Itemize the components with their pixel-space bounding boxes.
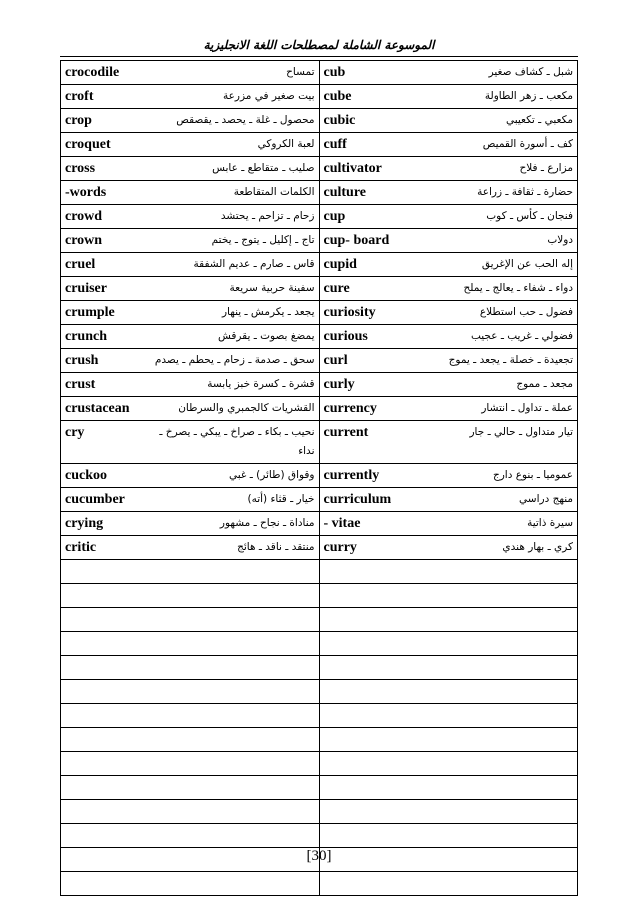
entry-cell-right: [319, 301, 578, 325]
arabic-translation: مكعب ـ زهر الطاولة: [484, 90, 573, 102]
arabic-translation: كف ـ أسورة القميص: [482, 138, 573, 150]
arabic-translation: خيار ـ قثاء (أته): [247, 493, 315, 505]
english-term: crying: [65, 516, 104, 531]
header-rule: [60, 56, 578, 57]
entry-cell-left: [61, 181, 320, 205]
arabic-translation: زحام ـ تزاحم ـ يحتشد: [220, 210, 315, 222]
arabic-translation: شبل ـ كشاف صغير: [488, 66, 573, 78]
entry-pair: [324, 135, 574, 154]
empty-cell: [319, 584, 578, 608]
entry-cell-right: [319, 464, 578, 488]
entry-pair: [65, 111, 315, 130]
arabic-translation: حضارة ـ ثقافة ـ زراعة: [477, 186, 573, 198]
entry-cell-left: [61, 373, 320, 397]
empty-cell: [61, 608, 320, 632]
empty-table-row: [61, 656, 578, 680]
entry-pair: [324, 255, 574, 274]
table-row: [61, 301, 578, 325]
entry-cell-left: [61, 61, 320, 85]
entry-cell-right: [319, 205, 578, 229]
english-term: cucumber: [65, 492, 125, 507]
english-term: curriculum: [323, 492, 392, 507]
entry-pair: [65, 375, 315, 394]
english-term: current: [323, 425, 369, 440]
arabic-translation: نحيب ـ بكاء ـ صراخ ـ يبكي ـ يصرخ ـ نداء: [159, 426, 315, 457]
english-term: crocodile: [65, 65, 120, 80]
entry-pair: [324, 375, 574, 394]
entry-pair: [65, 303, 315, 322]
english-term: crustacean: [65, 401, 130, 416]
empty-cell: [61, 824, 320, 848]
arabic-translation: عملة ـ تداول ـ انتشار: [481, 402, 573, 414]
entry-cell-right: [319, 253, 578, 277]
entry-cell-right: [319, 109, 578, 133]
empty-cell: [61, 872, 320, 896]
table-row: [61, 277, 578, 301]
english-term: curious: [323, 329, 368, 344]
entry-cell-left: [61, 253, 320, 277]
english-term: crown: [65, 233, 103, 248]
entry-pair: [324, 303, 574, 322]
entry-pair: [65, 351, 315, 370]
entry-cell-left: [61, 325, 320, 349]
entry-cell-right: [319, 325, 578, 349]
entry-pair: [324, 351, 574, 370]
table-row: [61, 325, 578, 349]
entry-pair: [324, 279, 574, 298]
table-row: [61, 253, 578, 277]
entry-cell-right: [319, 277, 578, 301]
table-row: [61, 85, 578, 109]
arabic-translation: مكعبي ـ تكعيبي: [505, 114, 573, 126]
table-row: [61, 512, 578, 536]
english-term: curl: [323, 353, 348, 368]
empty-cell: [319, 728, 578, 752]
arabic-translation: سيرة ذاتية: [527, 517, 573, 529]
table-row: [61, 397, 578, 421]
empty-table-row: [61, 752, 578, 776]
entry-cell-left: [61, 109, 320, 133]
table-row: [61, 536, 578, 560]
entry-pair: [65, 87, 315, 106]
table-row: [61, 109, 578, 133]
english-term: cross: [65, 161, 96, 176]
english-term: currently: [323, 468, 380, 483]
english-term: cuff: [323, 137, 347, 152]
arabic-translation: مناداة ـ نجاح ـ مشهور: [219, 517, 315, 529]
arabic-translation: دواء ـ شفاء ـ يعالج ـ يملح: [463, 282, 573, 294]
english-term: currency: [323, 401, 377, 416]
arabic-translation: فنجان ـ كأس ـ كوب: [486, 210, 573, 222]
english-term: crumple: [65, 305, 115, 320]
empty-cell: [61, 704, 320, 728]
page-number: [30]: [306, 848, 332, 864]
empty-cell: [319, 776, 578, 800]
empty-cell: [61, 752, 320, 776]
entry-cell-left: [61, 85, 320, 109]
empty-table-row: [61, 560, 578, 584]
empty-cell: [319, 800, 578, 824]
english-term: culture: [323, 185, 367, 200]
arabic-translation: الكلمات المتقاطعة: [233, 186, 315, 198]
empty-table-row: [61, 872, 578, 896]
entry-pair: [65, 63, 315, 82]
entry-pair: [324, 399, 574, 418]
english-term: - vitae: [323, 516, 361, 531]
entry-pair: [65, 399, 315, 418]
entry-pair: [65, 490, 315, 509]
entry-cell-right: [319, 397, 578, 421]
entry-cell-left: [61, 488, 320, 512]
entry-pair: [65, 538, 315, 557]
english-term: curry: [323, 540, 357, 555]
english-term: cuckoo: [65, 468, 107, 483]
entry-pair: [324, 111, 574, 130]
arabic-translation: منهج دراسي: [519, 493, 573, 505]
empty-cell: [319, 632, 578, 656]
english-term: crunch: [65, 329, 107, 344]
empty-cell: [319, 752, 578, 776]
entry-cell-left: [61, 205, 320, 229]
empty-table-row: [61, 680, 578, 704]
entry-cell-left: [61, 464, 320, 488]
empty-table-row: [61, 584, 578, 608]
entry-pair: [65, 159, 315, 178]
empty-cell: [61, 632, 320, 656]
entry-cell-left: [61, 277, 320, 301]
entry-pair: [65, 231, 315, 250]
entry-pair: [324, 231, 574, 250]
empty-cell: [61, 728, 320, 752]
entry-pair: [65, 466, 315, 485]
arabic-translation: كري ـ بهار هندي: [502, 541, 573, 553]
english-term: crush: [65, 353, 99, 368]
empty-table-row: [61, 608, 578, 632]
english-term: critic: [65, 540, 97, 555]
empty-table-row: [61, 728, 578, 752]
english-term: cubic: [323, 113, 356, 128]
arabic-translation: سحق ـ صدمة ـ زحام ـ يحطم ـ يصدم: [154, 354, 315, 366]
arabic-translation: قاس ـ صارم ـ عديم الشفقة: [193, 258, 315, 270]
arabic-translation: فضول ـ حب استطلاع: [479, 306, 573, 318]
english-term: crust: [65, 377, 96, 392]
entry-pair: [324, 63, 574, 82]
entry-cell-right: [319, 133, 578, 157]
entry-cell-left: [61, 397, 320, 421]
empty-cell: [61, 584, 320, 608]
entry-pair: [65, 279, 315, 298]
english-term: cub: [323, 65, 346, 80]
entry-pair: [324, 514, 574, 533]
table-row: [61, 205, 578, 229]
entry-pair: [324, 183, 574, 202]
table-row: [61, 157, 578, 181]
entry-cell-left: [61, 512, 320, 536]
table-row: [61, 133, 578, 157]
arabic-translation: قشرة ـ كسرة خبز يابسة: [207, 378, 315, 390]
entry-cell-right: [319, 85, 578, 109]
arabic-translation: القشريات كالجمبري والسرطان: [178, 402, 315, 414]
entry-cell-right: [319, 181, 578, 205]
table-row: [61, 488, 578, 512]
entry-cell-right: [319, 512, 578, 536]
entry-pair: [65, 327, 315, 346]
table-row: [61, 373, 578, 397]
entry-pair: [324, 466, 574, 485]
arabic-translation: مجعد ـ مموج: [516, 378, 573, 390]
arabic-translation: دولاب: [547, 234, 573, 246]
arabic-translation: يمضغ بصوت ـ يقرقش: [217, 330, 315, 342]
entry-cell-right: [319, 349, 578, 373]
entry-cell-right: [319, 157, 578, 181]
entry-cell-left: [61, 229, 320, 253]
arabic-translation: وقواق (طائر) ـ غبي: [228, 469, 315, 481]
arabic-translation: بيت صغير في مزرعة: [222, 90, 315, 102]
entry-pair: [324, 327, 574, 346]
arabic-translation: إله الحب عن الإغريق: [481, 258, 573, 270]
entry-cell-left: [61, 421, 320, 464]
empty-cell: [319, 872, 578, 896]
arabic-translation: تجعيدة ـ خصلة ـ يجعد ـ يموج: [448, 354, 573, 366]
empty-cell: [319, 560, 578, 584]
empty-table-row: [61, 800, 578, 824]
table-row: [61, 229, 578, 253]
table-row: [61, 349, 578, 373]
entry-cell-right: [319, 536, 578, 560]
english-term: curly: [323, 377, 355, 392]
empty-cell: [319, 824, 578, 848]
entry-cell-left: [61, 133, 320, 157]
empty-table-row: [61, 704, 578, 728]
empty-cell: [61, 776, 320, 800]
english-term: cup- board: [323, 233, 390, 248]
glossary-table: [60, 60, 578, 896]
english-term: cruiser: [65, 281, 107, 296]
entry-pair: [324, 490, 574, 509]
entry-cell-left: [61, 301, 320, 325]
english-term: crowd: [65, 209, 103, 224]
arabic-translation: محصول ـ غلة ـ يحصد ـ يقصقص: [176, 114, 315, 126]
glossary-table-body: [61, 61, 578, 896]
empty-cell: [61, 560, 320, 584]
arabic-translation: منتقد ـ ناقد ـ هائج: [237, 541, 315, 553]
entry-pair: [324, 87, 574, 106]
empty-cell: [61, 656, 320, 680]
english-term: croft: [65, 89, 94, 104]
empty-table-row: [61, 776, 578, 800]
english-term: -words: [65, 185, 107, 200]
entry-cell-right: [319, 229, 578, 253]
empty-cell: [319, 656, 578, 680]
english-term: crop: [65, 113, 92, 128]
arabic-translation: تمساح: [286, 66, 315, 78]
english-term: cube: [323, 89, 352, 104]
table-row: [61, 181, 578, 205]
empty-cell: [61, 800, 320, 824]
entry-pair: [65, 207, 315, 226]
entry-pair: [324, 423, 574, 442]
empty-cell: [319, 704, 578, 728]
arabic-translation: سفينة حربية سريعة: [229, 282, 315, 294]
english-term: cruel: [65, 257, 96, 272]
entry-cell-left: [61, 349, 320, 373]
english-term: cup: [323, 209, 346, 224]
empty-cell: [319, 608, 578, 632]
entry-pair: [65, 135, 315, 154]
arabic-translation: يجعد ـ يكرمش ـ ينهار: [221, 306, 315, 318]
page-header-title: الموسوعة الشاملة لمصطلحات اللغة الانجليزية: [203, 38, 435, 52]
english-term: cultivator: [323, 161, 382, 176]
arabic-translation: مزارع ـ فلاح: [519, 162, 573, 174]
entry-cell-right: [319, 421, 578, 464]
english-term: croquet: [65, 137, 111, 152]
arabic-translation: لعبة الكروكي: [257, 138, 315, 150]
table-row: [61, 464, 578, 488]
arabic-translation: عموميا ـ بنوع دارج: [492, 469, 573, 481]
empty-table-row: [61, 632, 578, 656]
arabic-translation: تاج ـ إكليل ـ يتوج ـ يختم: [211, 234, 315, 246]
entry-pair: [65, 423, 315, 461]
entry-pair: [65, 255, 315, 274]
entry-pair: [324, 207, 574, 226]
english-term: cry: [65, 425, 85, 440]
entry-cell-left: [61, 157, 320, 181]
table-row: [61, 61, 578, 85]
empty-table-row: [61, 824, 578, 848]
entry-pair: [324, 538, 574, 557]
empty-cell: [61, 680, 320, 704]
arabic-translation: صليب ـ متقاطع ـ عابس: [212, 162, 315, 174]
arabic-translation: فضولي ـ غريب ـ عجيب: [470, 330, 573, 342]
entry-pair: [324, 159, 574, 178]
entry-cell-left: [61, 536, 320, 560]
english-term: cupid: [323, 257, 357, 272]
entry-cell-right: [319, 61, 578, 85]
entry-cell-right: [319, 373, 578, 397]
arabic-translation: تيار متداول ـ حالي ـ جار: [469, 426, 573, 438]
english-term: cure: [323, 281, 350, 296]
entry-pair: [65, 183, 315, 202]
empty-cell: [319, 680, 578, 704]
entry-pair: [65, 514, 315, 533]
entry-cell-right: [319, 488, 578, 512]
table-row: [61, 421, 578, 464]
english-term: curiosity: [323, 305, 376, 320]
